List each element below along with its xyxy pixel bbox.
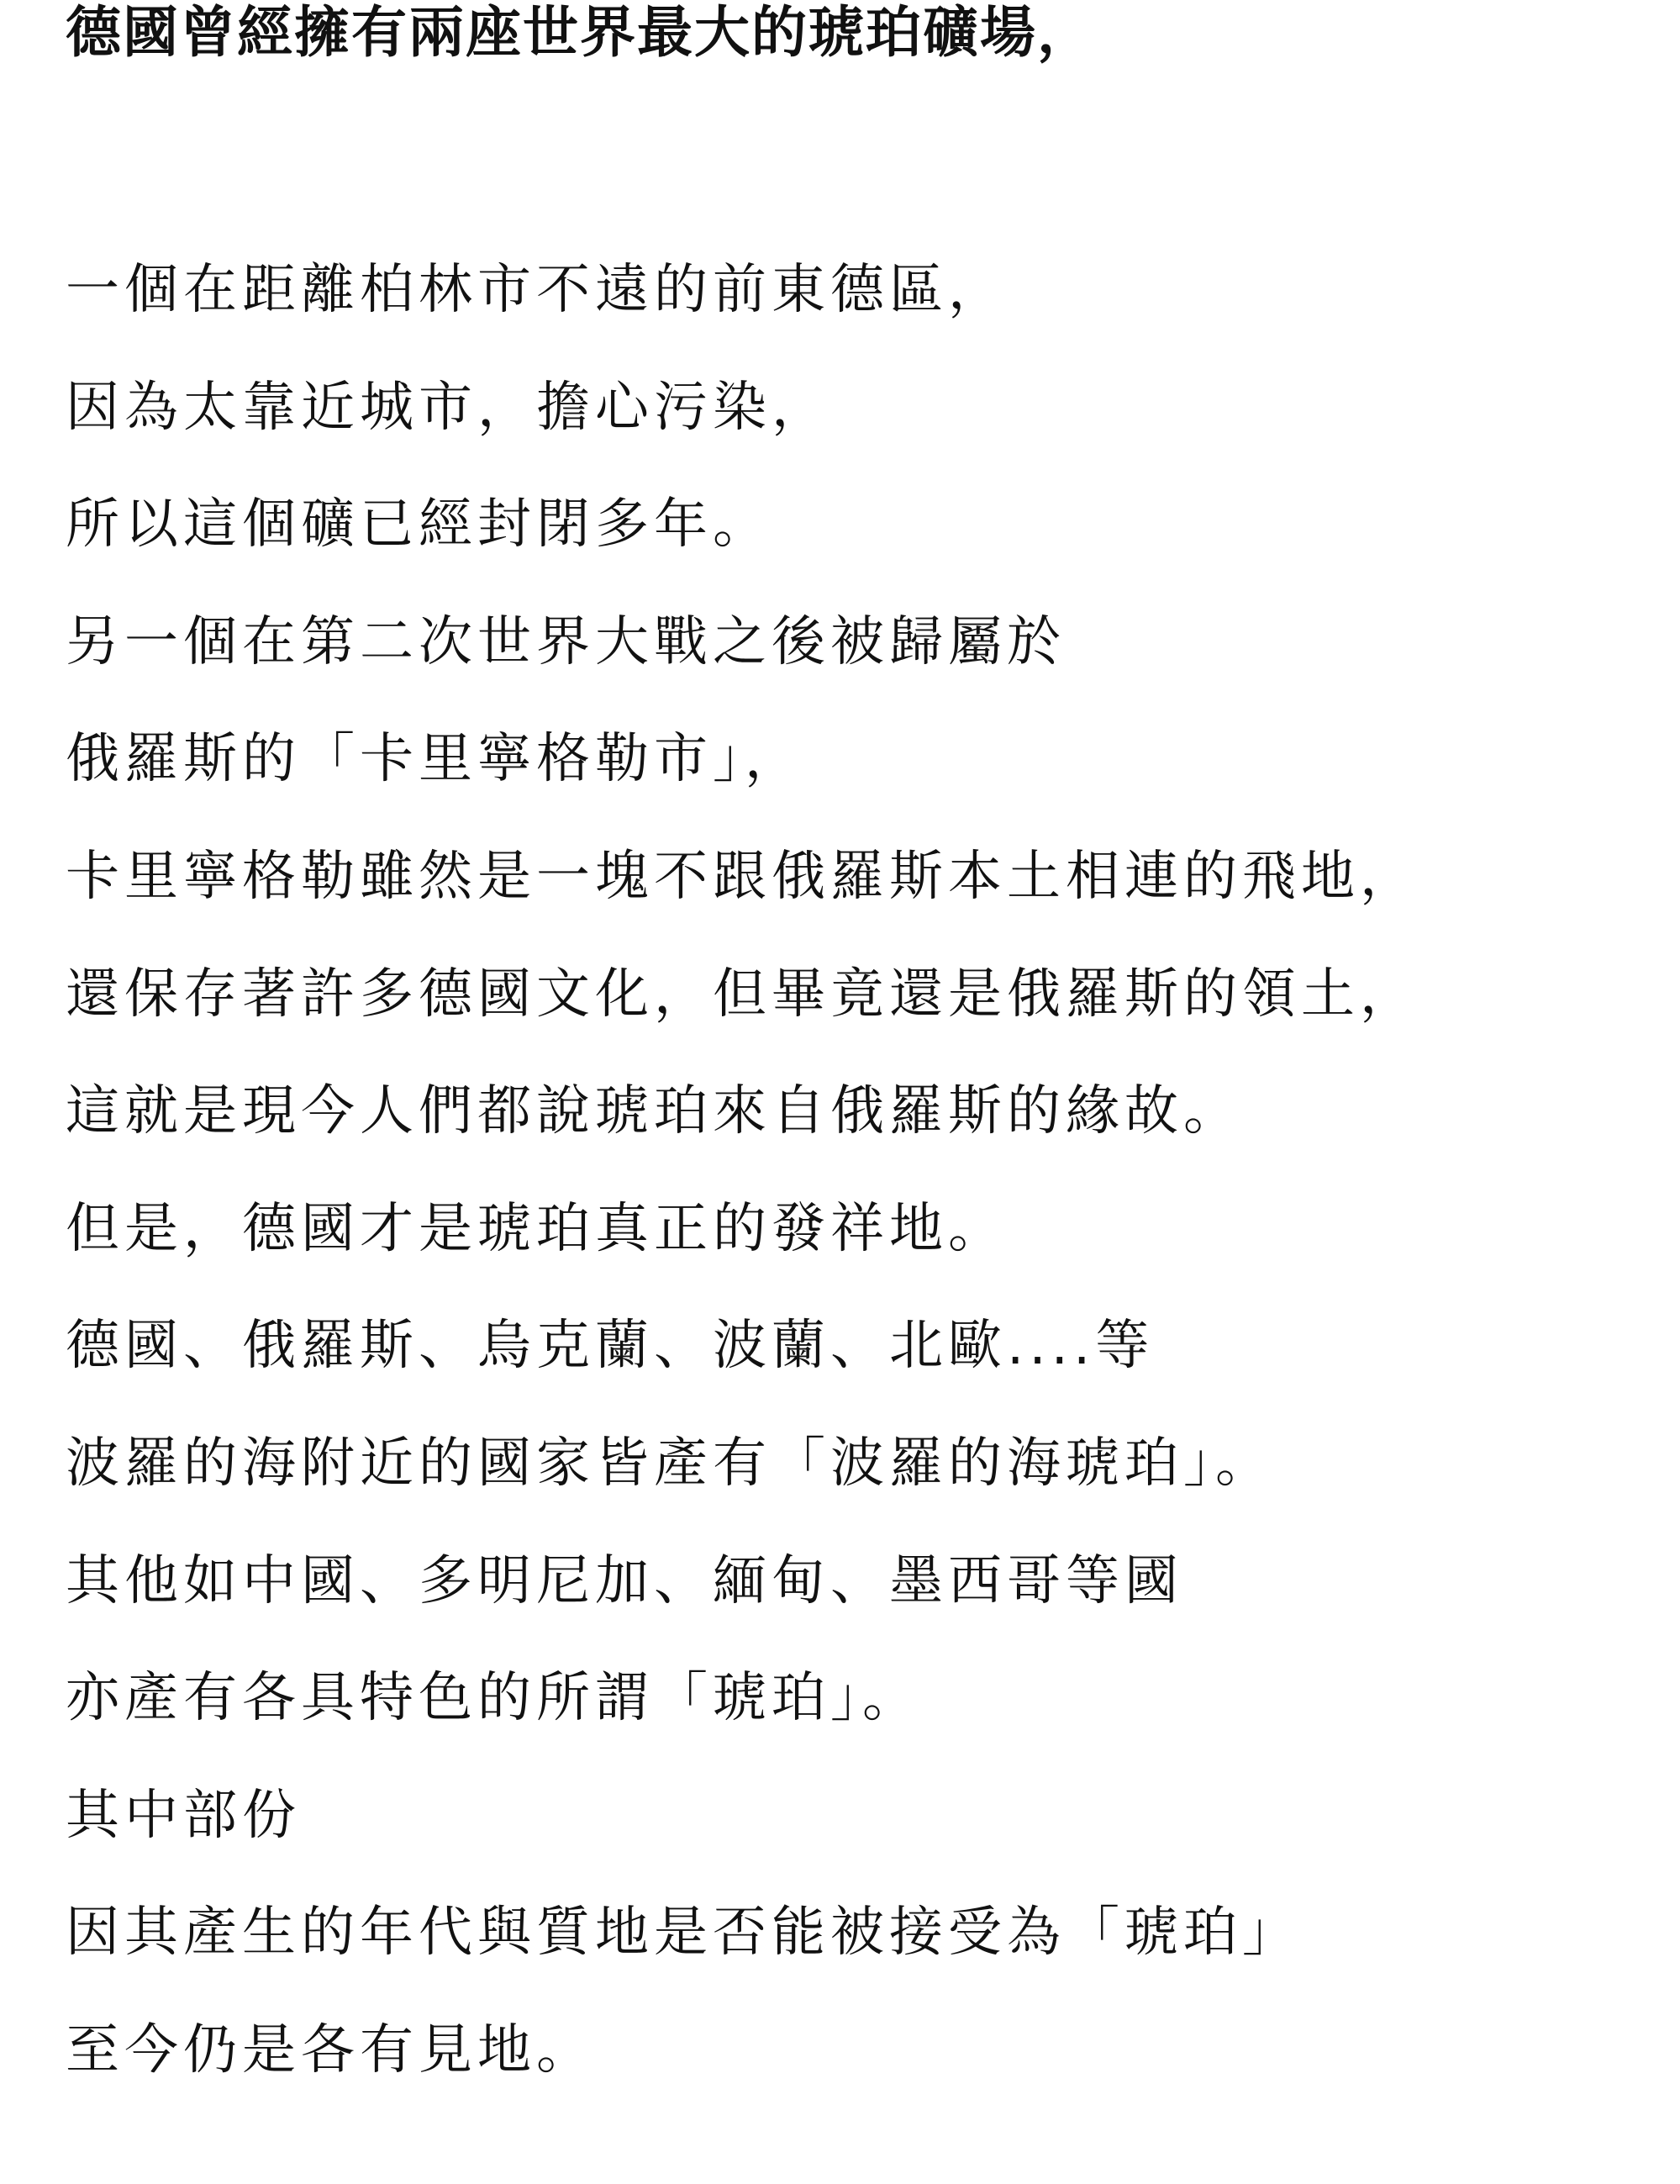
text-line: 俄羅斯的「卡里寧格勒市」， bbox=[66, 728, 803, 791]
text-line: 所以這個礦已經封閉多年。 bbox=[66, 493, 772, 557]
text-line: 其中部份 bbox=[66, 1784, 301, 1847]
text-line: 波羅的海附近的國家皆產有「波羅的海琥珀」。 bbox=[66, 1432, 1274, 1495]
text-line: 但是，德國才是琥珀真正的發祥地。 bbox=[66, 1197, 1007, 1260]
text-line: 這就是現今人們都說琥珀來自俄羅斯的緣故。 bbox=[66, 1080, 1242, 1143]
text-line: 因為太靠近城市，擔心污染， bbox=[66, 376, 830, 439]
text-line: 還保存著許多德國文化，但畢竟還是俄羅斯的領土， bbox=[66, 963, 1419, 1026]
text-line: 亦產有各具特色的所謂「琥珀」。 bbox=[66, 1667, 921, 1730]
text-line: 一個在距離柏林市不遠的前東德區， bbox=[66, 259, 1007, 321]
text-line: 至今仍是各有見地。 bbox=[66, 2018, 595, 2081]
text-line: 另一個在第二次世界大戰之後被歸屬於 bbox=[66, 610, 1066, 673]
document-title: 德國曾經擁有兩座世界最大的琥珀礦場， bbox=[66, 0, 1094, 65]
text-line: 德國、俄羅斯、烏克蘭、波蘭、北歐....等 bbox=[66, 1315, 1155, 1378]
text-line: 卡里寧格勒雖然是一塊不跟俄羅斯本土相連的飛地， bbox=[66, 845, 1419, 908]
text-line: 其他如中國、多明尼加、緬甸、墨西哥等國 bbox=[66, 1549, 1183, 1612]
text-line: 因其產生的年代與質地是否能被接受為「琥珀」 bbox=[66, 1902, 1301, 1965]
text-body bbox=[66, 232, 1419, 2110]
